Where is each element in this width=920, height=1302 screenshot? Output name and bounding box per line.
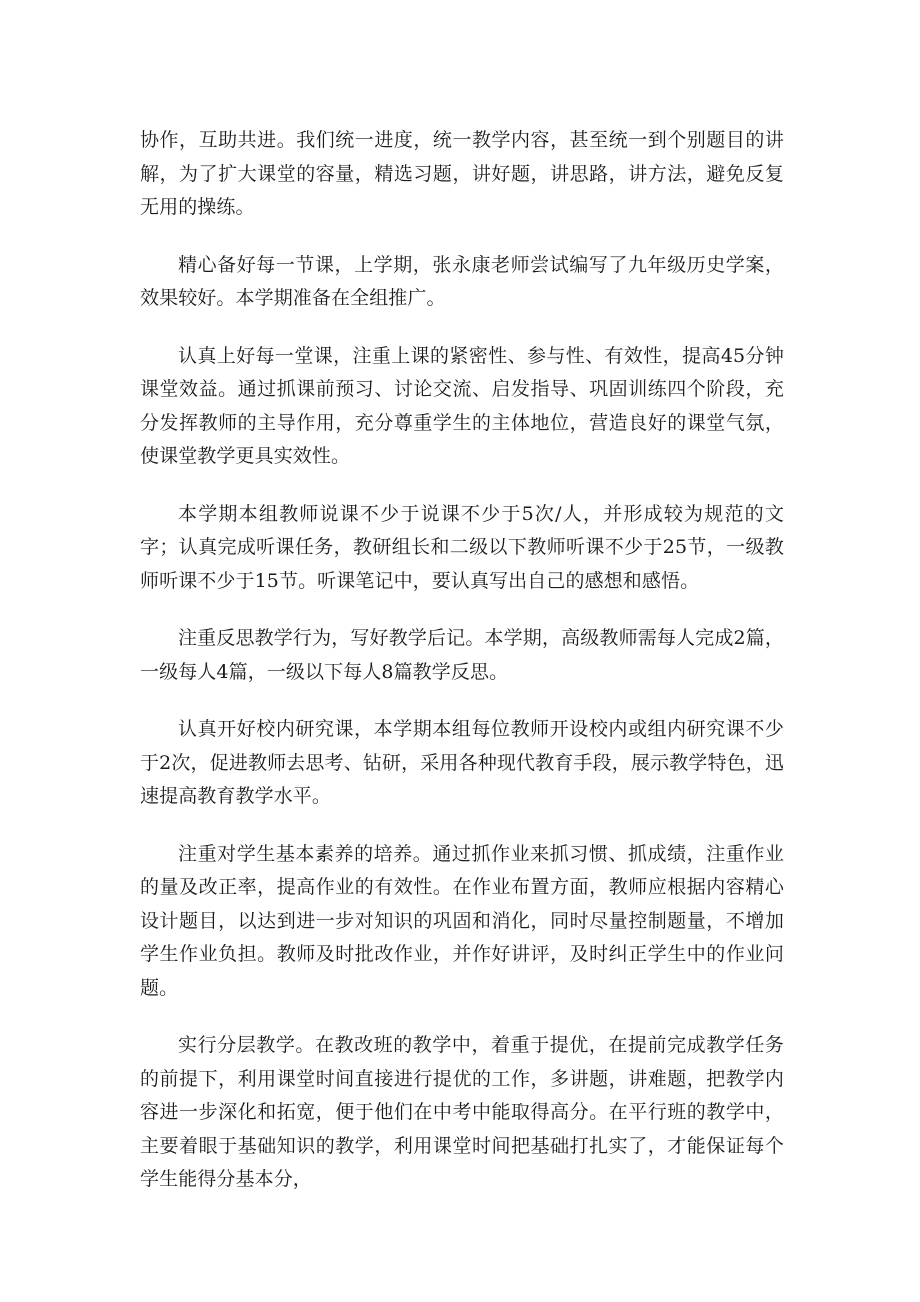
document-page [140, 124, 784, 1221]
paragraph-teaching-reflection: 注重反思教学行为，写好教学后记。本学期，高级教师需每人完成2篇，一级每人4篇，一级以下每人8篇教学反思。 [140, 627, 784, 683]
paragraph-lesson-preparation: 精心备好每一节课，上学期，张永康老师尝试编写了九年级历史学案，效果较好。本学期准备在全组推广。 [140, 253, 784, 309]
paragraph-tiered-teaching: 实行分层教学。在教改班的教学中，着重于提优，在提前完成教学任务的前提下，利用课堂时间直接进行提优的工作，多讲题，讲难题，把教学内容进一步深化和拓宽，便于他们在中考中能取得高分。在平行班的教学中，主要着眼于基础知识的教学，利用课堂时间把基础打扎实了，才能保证每个学生能得分基本分， [140, 1034, 784, 1190]
paragraph-classroom-teaching: 认真上好每一堂课，注重上课的紧密性、参与性、有效性，提高45分钟课堂效益。通过抓课前预习、讨论交流、启发指导、巩固训练四个阶段，充分发挥教师的主导作用，充分尊重学生的主体地位，营造良好的课堂气氛，使课堂教学更具实效性。 [140, 344, 784, 467]
paragraph-student-literacy: 注重对学生基本素养的培养。通过抓作业来抓习惯、抓成绩，注重作业的量及改正率，提高作业的有效性。在作业布置方面，教师应根据内容精心设计题目，以达到进一步对知识的巩固和消化，同时尽量控制题量，不增加学生作业负担。教师及时批改作业，并作好讲评，及时纠正学生中的作业问题。 [140, 842, 784, 999]
paragraph-lesson-observation: 本学期本组教师说课不少于说课不少于5次/人，并形成较为规范的文字；认真完成听课任务，教研组长和二级以下教师听课不少于25节，一级教师听课不少于15节。听课笔记中，要认真写出自己的感想和感悟。 [140, 502, 784, 592]
paragraph-research-lessons: 认真开好校内研究课，本学期本组每位教师开设校内或组内研究课不少于2次，促进教师去思考、钻研，采用各种现代教育手段，展示教学特色，迅速提高教育教学水平。 [140, 718, 784, 807]
paragraph-collaboration: 协作，互助共进。我们统一进度，统一教学内容，甚至统一到个别题目的讲解，为了扩大课堂的容量，精选习题，讲好题，讲思路，讲方法，避免反复无用的操练。 [140, 129, 784, 218]
